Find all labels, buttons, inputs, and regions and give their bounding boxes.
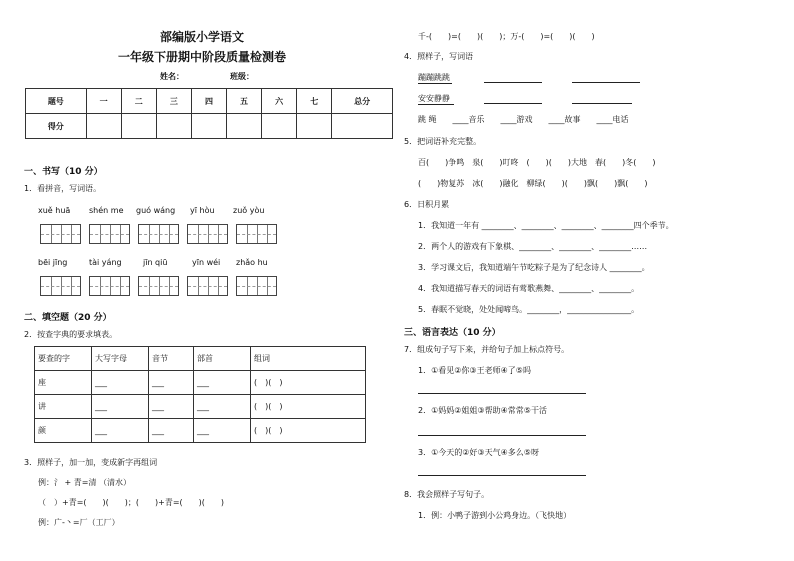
example-word: 安安静静 (418, 94, 450, 103)
score-cell: 五 (227, 89, 262, 114)
writing-grid[interactable] (89, 224, 130, 244)
pinyin-label: shén me (89, 206, 124, 215)
question-8: 8．我会照样子写句子。 (404, 490, 490, 499)
dictionary-table (34, 346, 366, 443)
pinyin-label: zuǒ yòu (233, 206, 265, 215)
writing-grid[interactable] (187, 224, 228, 244)
score-cell: 总分 (332, 89, 393, 114)
title-line-2: 一年级下册期中阶段质量检测卷 (118, 50, 287, 64)
table-header-cell: 大写字母 (92, 347, 149, 371)
score-cell: 六 (262, 89, 297, 114)
score-cell: 三 (156, 89, 191, 114)
score-input-cell[interactable] (262, 114, 297, 139)
score-cell: 题号 (26, 89, 87, 114)
writing-grid[interactable] (187, 276, 228, 296)
q6-item[interactable]: 5．春眠不觉晓，处处闻啼鸟。________，________________。 (418, 305, 640, 314)
section-2-title: 二、填空题（20 分） (24, 313, 112, 323)
underline (418, 83, 452, 84)
table-header-cell: 组词 (251, 347, 366, 371)
answer-line[interactable] (418, 475, 586, 476)
example-word: 蹦蹦跳跳 (418, 73, 450, 82)
q6-item[interactable]: 4．我知道描写春天的词语有莺歌燕舞、________、________。 (418, 284, 640, 293)
score-cell: 七 (297, 89, 332, 114)
q3-fill-line-2[interactable]: 千-( )=( )( )；万-( )=( )( ) (418, 32, 595, 41)
pinyin-label: guó wáng (136, 206, 176, 215)
pinyin-label: jīn qiū (143, 258, 168, 267)
table-char-cell: 讲 (35, 395, 92, 419)
section-3-title: 三、语言表达（10 分） (404, 328, 501, 338)
pinyin-label: yīn wéi (192, 258, 221, 267)
question-5: 5．把词语补充完整。 (404, 137, 482, 146)
question-7: 7．组成句子写下来，并给句子加上标点符号。 (404, 345, 570, 354)
q6-item[interactable]: 1．我知道一年有 ________、________、________、________四个季节。 (418, 221, 674, 230)
score-cell: 四 (191, 89, 226, 114)
pinyin-label: yī hòu (190, 206, 215, 215)
pinyin-label: bēi jīng (38, 258, 68, 267)
score-input-cell[interactable] (86, 114, 121, 139)
answer-line[interactable] (418, 393, 586, 394)
underline (418, 104, 454, 105)
dictionary-table-header (35, 347, 366, 371)
class-label: 班级： (230, 72, 254, 81)
score-cell: 一 (86, 89, 121, 114)
answer-line[interactable] (484, 82, 542, 83)
table-header-cell: 部首 (194, 347, 251, 371)
writing-grid[interactable] (138, 276, 179, 296)
zuci-blank[interactable]: ( )( ) (251, 419, 366, 443)
answer-line[interactable] (572, 82, 640, 83)
answer-blank[interactable]: ___ (92, 419, 149, 443)
pinyin-label: zhǎo hu (236, 258, 268, 267)
question-6: 6．日积月累 (404, 200, 450, 209)
table-row (35, 371, 366, 395)
table-char-cell: 座 (35, 371, 92, 395)
score-input-cell[interactable] (332, 114, 393, 139)
q7-item: 3．①今天的②好③天气④多么⑤呀 (418, 448, 539, 457)
example-1: 例：氵 + 青=清 （清水） (38, 478, 132, 487)
answer-blank[interactable]: ___ (149, 371, 194, 395)
answer-line[interactable] (484, 103, 542, 104)
score-input-cell[interactable] (156, 114, 191, 139)
pinyin-label: tài yáng (89, 258, 122, 267)
score-input-cell[interactable] (121, 114, 156, 139)
answer-blank[interactable]: ___ (194, 395, 251, 419)
q6-item[interactable]: 3．学习课文后，我知道端午节吃粽子是为了纪念诗人 ________。 (418, 263, 650, 272)
answer-blank[interactable]: ___ (92, 395, 149, 419)
answer-blank[interactable]: ___ (92, 371, 149, 395)
question-3: 3．照样子，加一加，变成新字再组词 (24, 458, 158, 467)
table-header-cell: 音节 (149, 347, 194, 371)
zuci-blank[interactable]: ( )( ) (251, 371, 366, 395)
question-1: 1．看拼音，写词语。 (24, 184, 102, 193)
writing-grid[interactable] (89, 276, 130, 296)
name-label: 姓名： (160, 72, 184, 81)
zuci-blank[interactable]: ( )( ) (251, 395, 366, 419)
q8-item: 1．例：小鸭子游到小公鸡身边。（飞快地） (418, 511, 572, 520)
question-2: 2．按查字典的要求填表。 (24, 330, 118, 339)
q5-fill-line[interactable]: ( )物复苏 冰( )融化 柳绿( )( )飘( )飘( ) (418, 179, 648, 188)
score-table-score-row (26, 114, 393, 139)
example-2: 例：广-丶=厂（工厂） (38, 518, 120, 527)
q5-fill-line[interactable]: 百( )争鸣 泉( )叮咚 ( )( )大地 春( )冬( ) (418, 158, 656, 167)
pinyin-label: xuě huā (38, 206, 71, 215)
writing-grid[interactable] (236, 276, 277, 296)
answer-blank[interactable]: ___ (194, 371, 251, 395)
table-row (35, 419, 366, 443)
writing-grid[interactable] (236, 224, 277, 244)
section-1-title: 一、书写（10 分） (24, 167, 103, 177)
writing-grid[interactable] (40, 276, 81, 296)
table-header-cell: 要查的字 (35, 347, 92, 371)
score-cell: 二 (121, 89, 156, 114)
question-4: 4．照样子，写词语 (404, 52, 474, 61)
answer-blank[interactable]: ___ (149, 419, 194, 443)
score-input-cell[interactable] (191, 114, 226, 139)
title-line-1: 部编版小学语文 (160, 30, 245, 44)
answer-blank[interactable]: ___ (149, 395, 194, 419)
answer-line[interactable] (418, 435, 586, 436)
score-table (25, 88, 393, 139)
q7-item: 2．①妈妈②姐姐③帮助④常常⑤干活 (418, 406, 547, 415)
q4-fill-line[interactable]: 跳 绳 ____音乐 ____游戏 ____故事 ____电话 (418, 115, 629, 124)
answer-blank[interactable]: ___ (194, 419, 251, 443)
writing-grid[interactable] (40, 224, 81, 244)
q6-item[interactable]: 2．两个人的游戏有下象棋、________、________、________…… (418, 242, 648, 251)
writing-grid[interactable] (138, 224, 179, 244)
table-char-cell: 颜 (35, 419, 92, 443)
score-input-cell[interactable] (227, 114, 262, 139)
q3-fill-line[interactable]: （ ）+青=( )( )；( )+青=( )( ) (38, 498, 225, 507)
q7-item: 1．①看见②你③王老师④了⑤吗 (418, 366, 531, 375)
score-input-cell[interactable] (297, 114, 332, 139)
score-table-header-row (26, 89, 393, 114)
answer-line[interactable] (572, 103, 632, 104)
score-row-label: 得分 (26, 114, 87, 139)
table-row (35, 395, 366, 419)
